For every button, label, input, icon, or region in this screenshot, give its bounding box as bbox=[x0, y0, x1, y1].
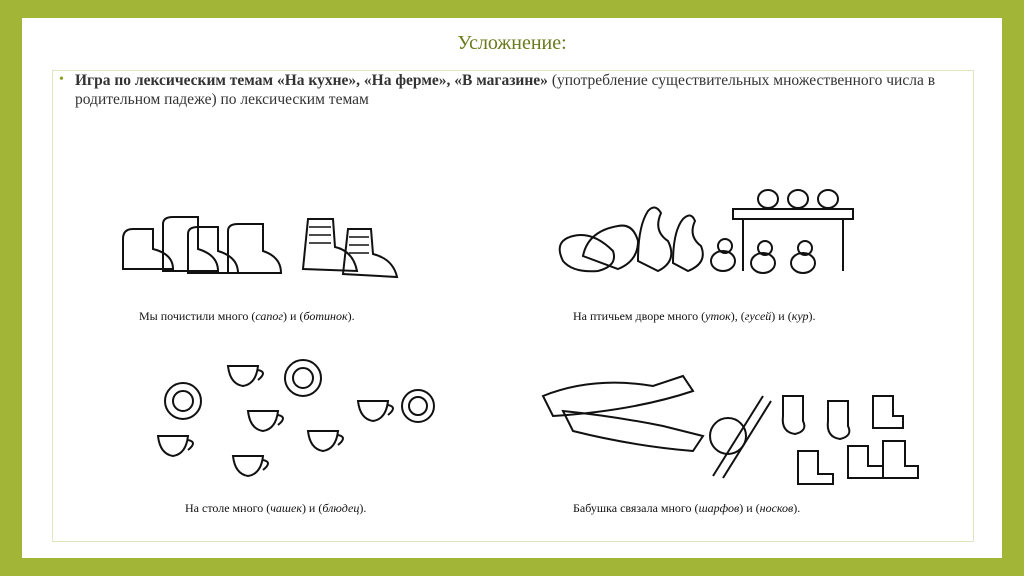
boots-illustration bbox=[103, 189, 413, 289]
knit-caption: Бабушка связала много (шарфов) и (носков). bbox=[573, 501, 801, 515]
boots-caption: Мы почистили много (сапог) и (ботинок). bbox=[139, 309, 355, 323]
birds-caption: На птичьем дворе много (уток), (гусей) и (кур). bbox=[573, 309, 816, 323]
dishes-illustration bbox=[128, 356, 438, 496]
bullet-dot-icon: • bbox=[59, 72, 64, 87]
content-box bbox=[52, 70, 974, 542]
bullet-bold-text: Игра по лексическим темам «На кухне», «На ферме», «В магазине» bbox=[75, 72, 548, 89]
slide bbox=[22, 18, 1002, 558]
bullet-plain-text: (употребление существительных множественного числа в родительном падеже) по лексическим темам bbox=[75, 72, 936, 108]
dishes-caption: На столе много (чашек) и (блюдец). bbox=[185, 501, 367, 515]
birds-illustration bbox=[543, 181, 883, 291]
bullet-text bbox=[75, 71, 965, 109]
knitting-illustration bbox=[533, 356, 923, 486]
slide-title: Усложнение: bbox=[457, 32, 567, 54]
